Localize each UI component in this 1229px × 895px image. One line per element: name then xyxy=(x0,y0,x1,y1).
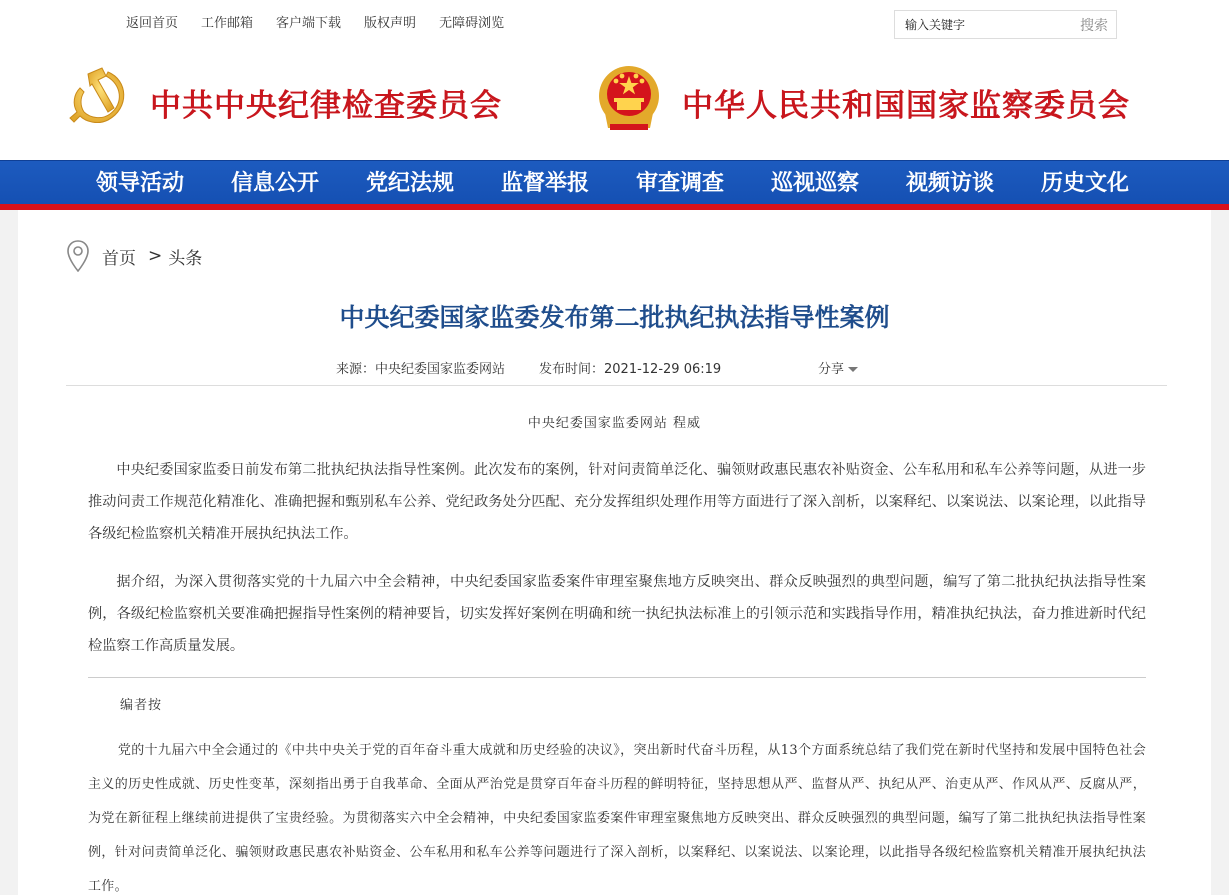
nav-item-history[interactable]: 历史文化 xyxy=(1041,170,1130,196)
top-link-app-download[interactable]: 客户端下载 xyxy=(276,16,342,31)
site-header xyxy=(0,44,1229,160)
article-source: 来源：中央纪委国家监委网站 xyxy=(336,362,506,377)
top-utility-bar xyxy=(0,0,1229,44)
cpc-commission-title: 中共中央纪律检查委员会 xyxy=(150,88,502,124)
supervision-commission-title: 中华人民共和国国家监察委员会 xyxy=(682,88,1130,124)
breadcrumb-home[interactable]: 首页 xyxy=(102,248,136,269)
breadcrumb-current[interactable]: 头条 xyxy=(168,248,203,269)
top-link-home[interactable]: 返回首页 xyxy=(126,16,179,31)
search-button[interactable]: 搜索 xyxy=(1080,18,1108,34)
article-meta xyxy=(336,358,721,377)
top-links xyxy=(126,12,504,31)
article-byline: 中央纪委国家监委网站 程威 xyxy=(527,416,702,431)
nav-item-info[interactable]: 信息公开 xyxy=(231,170,320,196)
editor-note-text: 党的十九届六中全会通过的《中共中央关于党的百年奋斗重大成就和历史经验的决议》，突出新时代奋斗历程，从13个方面系统总结了我们党在新时代坚持和发展中国特色社会主义的历史性成就、历史性变革，深刻指出勇于自我革命、全面从严治党是贯穿百年奋斗历程的鲜明特征，坚持思想从严、监督从严、执纪从严、治吏从严、作风从严、反腐从严，为党在新征程上继续前进提供了宝贵经验。为贯彻落实六中全会精神，中央纪委国家监委案件审理室聚焦地方反映突出、群众反映强烈的典型问题，编写了第二批执纪执法指导性案例，针对问责简单泛化、骗领财政惠民惠农补贴资金、公车私用和私车公养等问题进行了深入剖析，以案释纪、以案说法、以案论理，以此指导各级纪检监察机关精准开展执纪执法工作。 xyxy=(88,743,1146,894)
top-link-mail[interactable]: 工作邮箱 xyxy=(201,16,254,31)
search-input[interactable] xyxy=(895,11,1065,38)
top-link-accessibility[interactable]: 无障碍浏览 xyxy=(439,16,505,31)
editor-note-label: 编者按 xyxy=(120,698,163,713)
meta-divider xyxy=(66,385,1167,386)
article-title: 中央纪委国家监委发布第二批执纪执法指导性案例 xyxy=(339,303,890,332)
national-emblem-icon xyxy=(594,62,664,134)
top-link-copyright[interactable]: 版权声明 xyxy=(364,16,417,31)
location-pin-icon xyxy=(66,240,90,272)
breadcrumb-separator: > xyxy=(148,246,163,266)
article-paragraph: 中央纪委国家监委日前发布第二批执纪执法指导性案例。此次发布的案例，针对问责简单泛化、骗领财政惠民惠农补贴资金、公车私用和私车公养等问题，从进一步推动问责工作规范化精准化、准确把握和甄别私车公养、党纪政务处分匹配、充分发挥组织处理作用等方面进行了深入剖析，以案释纪、以案说法、以案论理，以此指导各级纪检监察机关精准开展执纪执法工作。 xyxy=(88,462,1146,542)
nav-item-inspection[interactable]: 巡视巡察 xyxy=(771,170,860,196)
share-label: 分享 xyxy=(818,362,845,377)
share-button[interactable] xyxy=(818,358,858,377)
article-publish-time: 发布时间：2021-12-29 06:19 xyxy=(539,362,722,377)
search-box xyxy=(894,10,1117,39)
article-paragraph: 据介绍，为深入贯彻落实党的十九届六中全会精神，中央纪委国家监委案件审理室聚焦地方反映突出、群众反映强烈的典型问题，编写了第二批执纪执法指导性案例，各级纪检监察机关要准确把握指导性案例的精神要旨，切实发挥好案例在明确和统一执纪执法标准上的引领示范和实践指导作用，精准执纪执法，奋力推进新时代纪检监察工作高质量发展。 xyxy=(88,574,1146,654)
nav-item-video[interactable]: 视频访谈 xyxy=(906,170,995,196)
nav-item-leadership[interactable]: 领导活动 xyxy=(96,170,185,196)
party-emblem-icon xyxy=(68,64,134,130)
main-nav xyxy=(0,160,1229,204)
nav-item-regulations[interactable]: 党纪法规 xyxy=(366,170,455,196)
editor-note-divider xyxy=(88,677,1146,678)
nav-item-investigation[interactable]: 审查调查 xyxy=(636,170,725,196)
chevron-down-icon xyxy=(848,367,858,372)
nav-item-report[interactable]: 监督举报 xyxy=(501,170,590,196)
article-container xyxy=(18,210,1211,895)
breadcrumb xyxy=(66,240,202,272)
